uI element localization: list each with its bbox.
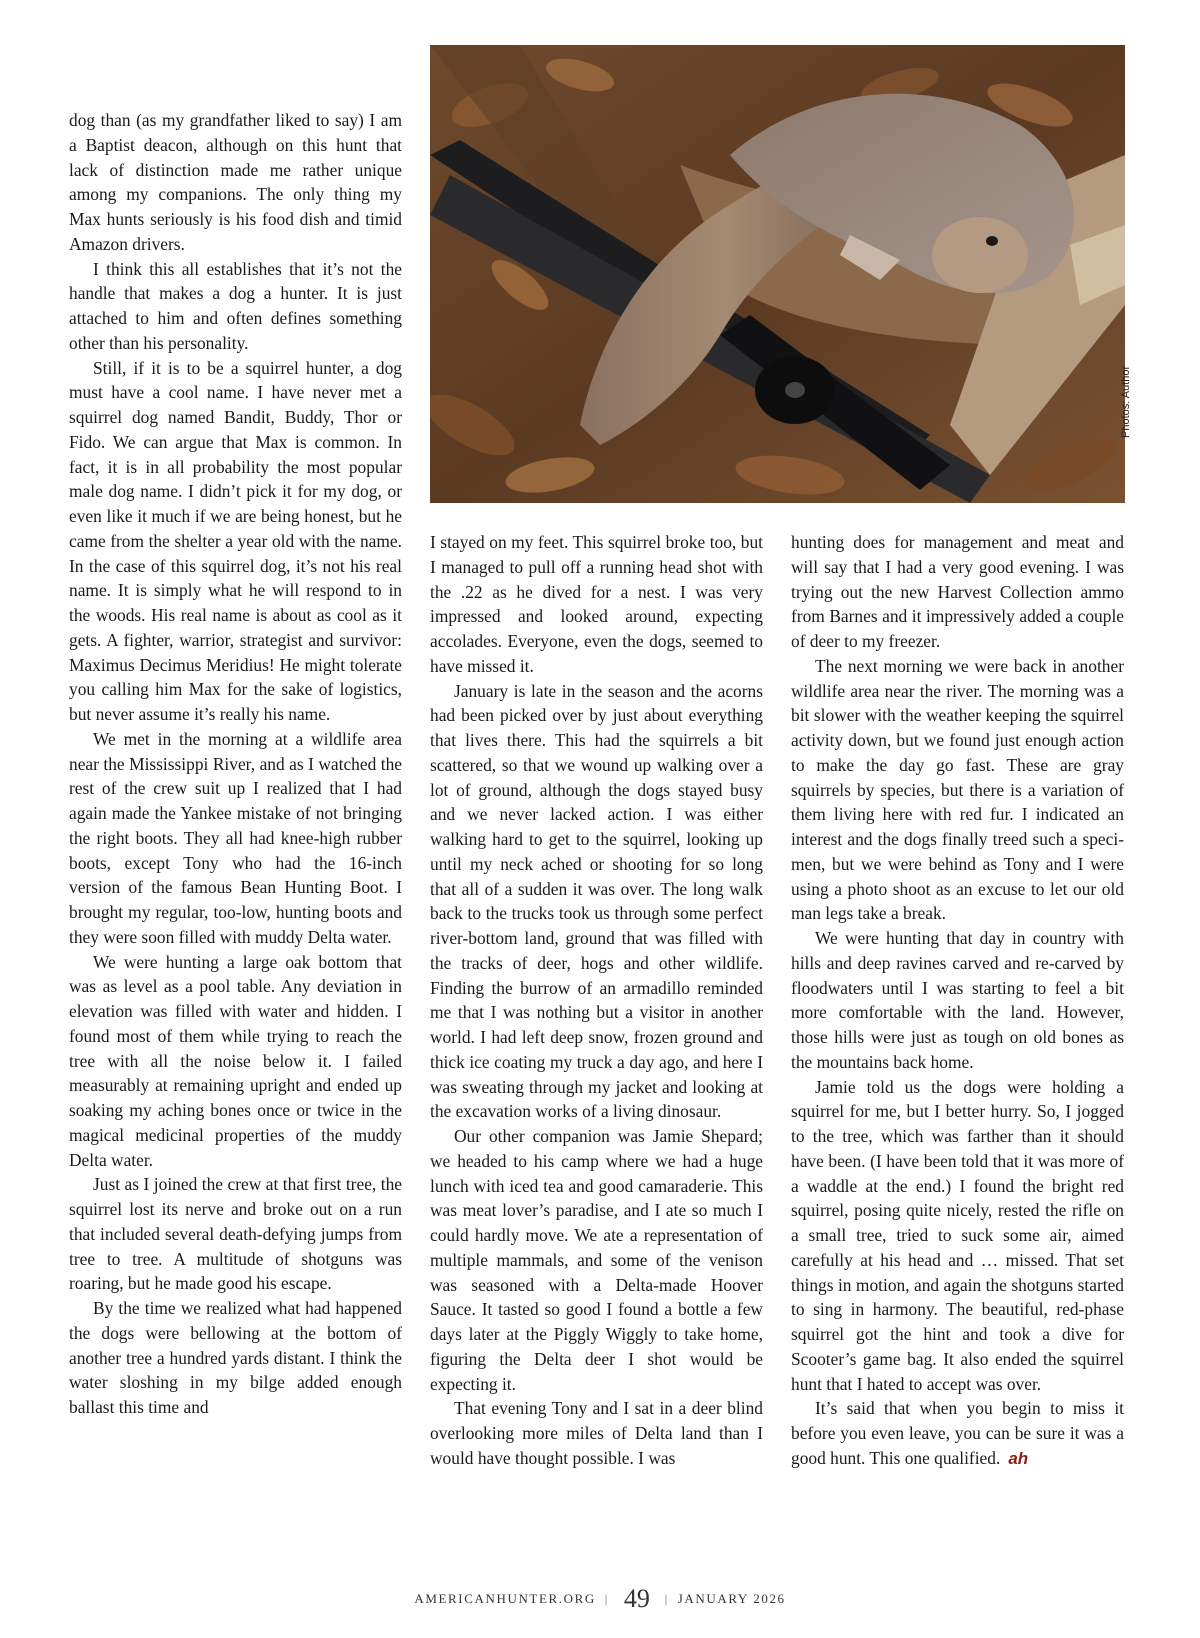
page-number: 49 bbox=[623, 1584, 650, 1613]
footer-site: AMERICANHUNTER.ORG bbox=[414, 1591, 596, 1606]
article-paragraph: Still, if it is to be a squirrel hunter, a dog must have a cool name. I have never met a squirrel dog named Bandit, Buddy, Thor or Fido. We can argue that Max is common. In fact, it is in all probability the most popular male dog name. I didn’t pick it for my dog, or even like it much if we are being honest, but he came from the shelter a year old with the name. In the case of this squirrel dog, it’s not his real name. It is simply what he will respond to in the woods. His real name is about as cool as it gets. A fighter, warrior, strategist and survivor: Maximus Decimus Meridius! He might tolerate you calling him Max for the sake of logistics, but never assume it’s really his name. bbox=[69, 357, 402, 724]
article-paragraph: The next morning we were back in another wildlife area near the river. The morning was a bit slower with the weather keeping the squirrel activity down, but we found just enough action to make the day go fast. These are gray squirrels by species, but there is a variation of them living here with red fur. I indicated an interest and the dogs finally treed such a specimen, but we were behind as Tony and I were using a photo shoot as an excuse to let our old man legs take a break. bbox=[791, 655, 1124, 924]
article-paragraph: That evening Tony and I sat in a deer blind overlooking more miles of Delta land than I would have thought possible. I was bbox=[430, 1398, 763, 1468]
article-paragraph: dog than (as my grandfather liked to say) I am a Baptist deacon, although on this hunt that lack of distinction made me rather unique among my companions. The only thing my Max hunts seriously is his food dish and timid Amazon drivers. bbox=[69, 110, 402, 254]
end-mark-logo: ah bbox=[1008, 1448, 1029, 1468]
article-paragraph: Jamie told us the dogs were holding a squirrel for me, but I better hurry. So, I jogged to the tree, which was farther than it should have been. (I have been told that it was more of a waddle at the end.) I found the bright red squirrel, posing quite nicely, rested the rifle on a small tree, tried to suck some air, aimed carefully at his head and … missed. That set things in motion, and again the shotguns started to sing in harmony. The beautiful, red-phase squirrel got the hint and took a dive for Scooter’s game bag. It also ended the squirrel hunt that I hated to accept was over. bbox=[791, 1076, 1124, 1394]
article-paragraph: We were hunting a large oak bottom that was as level as a pool table. Any deviation in elevation was filled with water and hidden. I found most of them while trying to reach the tree with all the noise below it. I failed measurably at remaining upright and ended up soaking my aching bones once or twice in the magical medicinal properties of the muddy Delta water. bbox=[69, 951, 402, 1170]
squirrel-rifle-photo bbox=[430, 45, 1125, 503]
article-paragraph: I stayed on my feet. This squirrel broke too, but I managed to pull off a running head shot with the .22 as he dived for a nest. I was very impressed and looked around, expecting accolades. Everyone, even the dogs, seemed to have missed it. bbox=[430, 532, 763, 676]
footer-issue: JANUARY 2026 bbox=[677, 1591, 786, 1606]
photo-credit: Photos: Author bbox=[1120, 365, 1132, 438]
article-paragraph: We were hunting that day in country with hills and deep ravines carved and re-carved by floodwaters until I was starting to feel a bit more comfortable with the land. However, those hills were just as tough on old bones as the mountains back home. bbox=[791, 928, 1124, 1072]
article-column-1 bbox=[69, 108, 402, 1420]
footer-separator: | bbox=[604, 1591, 609, 1606]
article-paragraph: By the time we realized what had happened the dogs were bellowing at the bottom of another tree a hundred yards distant. I think the water sloshing in my bilge added enough ballast this time and bbox=[69, 1298, 402, 1417]
article-paragraph: hunting does for management and meat and will say that I had a very good evening. I was trying out the new Harvest Collection ammo from Barnes and it impressively added a couple of deer to my freezer. bbox=[791, 532, 1124, 651]
article-paragraph: Just as I joined the crew at that first tree, the squirrel lost its nerve and broke out on a run that included several death-defying jumps from tree to tree. A multitude of shotguns was roaring, but he made good his escape. bbox=[69, 1174, 402, 1294]
article-paragraph: We met in the morning at a wildlife area near the Mississippi River, and as I watched the rest of the crew suit up I realized that I had again made the Yankee mistake of not bringing the right boots. They all had knee-high rubber boots, except Tony who had the 16-inch version of the famous Bean Hunting Boot. I brought my regular, too-low, hunting boots and they were soon filled with muddy Delta water. bbox=[69, 728, 402, 947]
article-column-2 bbox=[430, 530, 763, 1471]
article-paragraph: January is late in the season and the acorns had been picked over by just about everything that lives there. This had the squirrels a bit scattered, so that we wound up walking over a lot of ground, although the dogs stayed busy and we never lacked action. I was either walking hard to get to the squirrel, looking up until my neck ached or shooting for so long that all of a sudden it was over. The long walk back to the trucks took us through some perfect river-bottom land, ground that was filled with the tracks of deer, hogs and other wildlife. Finding the burrow of an armadillo reminded me that I was nothing but a visitor in another world. I had left deep snow, frozen ground and thick ice coating my truck a day ago, and here I was sweating through my jacket and looking at the excavation works of a living dinosaur. bbox=[430, 680, 763, 1122]
page-footer bbox=[0, 1584, 1200, 1614]
article-paragraph: Our other companion was Jamie Shepard; we headed to his camp where we had a huge lunch with iced tea and good camaraderie. This was meat lover’s paradise, and I ate so much I could hardly move. We ate a representation of multiple mammals, and some of the venison was seasoned with a Delta-made Hoover Sauce. It tasted so good I found a bottle a few days later at the Piggly Wiggly to take home, figuring the Delta deer I shot would be expecting it. bbox=[430, 1126, 763, 1394]
article-column-3 bbox=[791, 530, 1124, 1472]
article-paragraph: I think this all establishes that it’s not the handle that makes a dog a hunter. It is just attached to him and often defines something other than his personality. bbox=[69, 258, 402, 353]
article-paragraph: It’s said that when you begin to miss it before you even leave, you can be sure it was a good hunt. This one qualified. ah bbox=[791, 1398, 1124, 1468]
footer-separator: | bbox=[664, 1591, 669, 1606]
